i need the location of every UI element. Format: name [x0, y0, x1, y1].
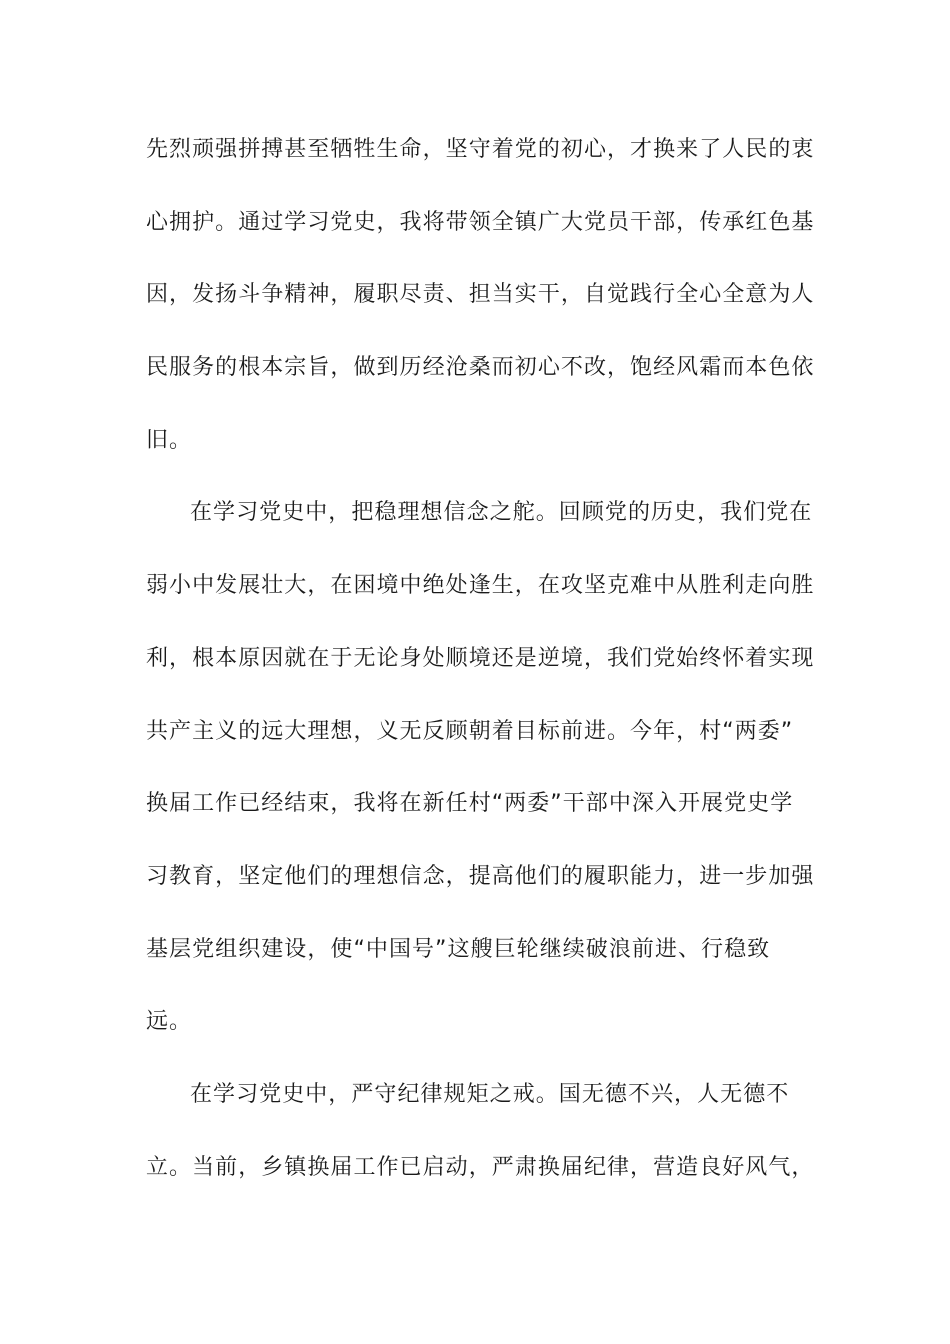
paragraph-2-line-7: 基层党组织建设，使“中国号”这艘巨轮继续破浪前进、行稳致	[146, 936, 771, 962]
paragraph-2-line-4: 共产主义的远大理想，义无反顾朝着目标前进。今年，村“两委”	[146, 718, 794, 744]
paragraph-2-line-1: 在学习党史中，把稳理想信念之舵。回顾党的历史，我们党在	[190, 500, 813, 526]
paragraph-2-line-2: 弱小中发展壮大，在困境中绝处逢生，在攻坚克难中从胜利走向胜	[146, 573, 815, 599]
paragraph-2-line-5: 换届工作已经结束，我将在新任村“两委”干部中深入开展党史学	[146, 791, 794, 817]
paragraph-2-line-6: 习教育，坚定他们的理想信念，提高他们的履职能力，进一步加强	[146, 863, 815, 889]
paragraph-1-line-4: 民服务的根本宗旨，做到历经沧桑而初心不改，饱经风霜而本色依	[146, 355, 815, 381]
paragraph-3-line-1: 在学习党史中，严守纪律规矩之戒。国无德不兴，人无德不	[190, 1081, 790, 1107]
paragraph-1-line-3: 因，发扬斗争精神，履职尽责、担当实干，自觉践行全心全意为人	[146, 282, 815, 308]
paragraph-1-line-5: 旧。	[146, 427, 193, 453]
paragraph-1-line-2: 心拥护。通过学习党史，我将带领全镇广大党员干部，传承红色基	[146, 209, 815, 235]
paragraph-3-line-2: 立。当前，乡镇换届工作已启动，严肃换届纪律，营造良好风气，	[146, 1154, 815, 1180]
body-text	[146, 130, 815, 1220]
paragraph-2-line-3: 利，根本原因就在于无论身处顺境还是逆境，我们党始终怀着实现	[146, 645, 815, 671]
paragraph-2-line-8: 远。	[146, 1009, 193, 1035]
paragraph-1-line-1: 先烈顽强拼搏甚至牺牲生命，坚守着党的初心，才换来了人民的衷	[146, 137, 815, 162]
